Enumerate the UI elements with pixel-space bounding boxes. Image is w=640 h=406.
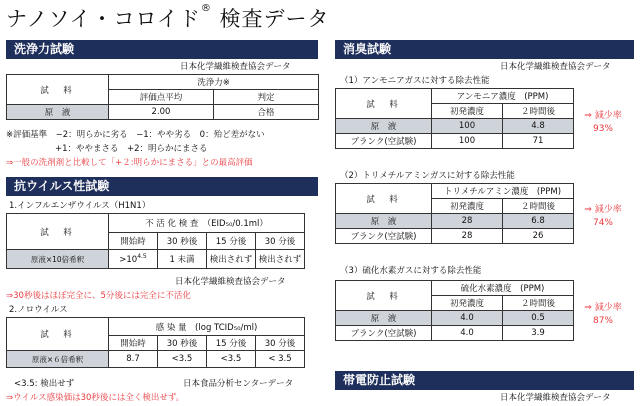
d2-col-initial: 初発濃度 xyxy=(432,199,503,214)
wash-note-2: +1：ややまさる +2：明らかにまさる xyxy=(55,144,208,154)
d1-col-initial: 初発濃度 xyxy=(432,104,503,119)
d1-row-1-initial: 100 xyxy=(432,119,503,134)
virus-source-1: 日本化学繊維検査協会データ xyxy=(175,277,286,287)
influenza-table xyxy=(6,213,305,269)
d2-row-1-after: 6.8 xyxy=(503,214,574,229)
d3-row-2-after: 3.9 xyxy=(503,326,574,341)
t1-val-30s: 1 未満 xyxy=(158,250,207,269)
d3-row-2-initial: 4.0 xyxy=(432,326,503,341)
wash-source: 日本化学繊維検査協会データ xyxy=(180,62,291,72)
d1-row-2-initial: 100 xyxy=(432,134,503,149)
wash-row-judge: 合格 xyxy=(214,105,319,120)
d1-row-1-label: 原 液 xyxy=(336,119,432,134)
deodor-test-heading: 消臭試験 xyxy=(335,40,634,59)
antistatic-heading: 帯電防止試験 xyxy=(335,371,634,390)
virus-red-2: ⇒ウイルス感染価は30秒後には全く検出せず。 xyxy=(6,393,185,403)
t2-col-30m: 30 分後 xyxy=(256,336,305,351)
d3-col-after: ２時間後 xyxy=(503,296,574,311)
t1-col-30m: 30 分後 xyxy=(256,233,305,250)
wash-note-1: ※評価基準 −2：明らかに劣る −1：やや劣る 0：殆ど差がない xyxy=(6,130,265,140)
wash-col-group: 洗浄力※ xyxy=(109,75,319,90)
d1-col-sample: 試 料 xyxy=(336,89,432,119)
d2-row-2-after: 26 xyxy=(503,229,574,244)
deodor-reduction-3: ⇒ 減少率 87% xyxy=(584,303,622,326)
wash-table xyxy=(6,74,319,120)
d2-col-after: ２時間後 xyxy=(503,199,574,214)
d2-col-sample: 試 料 xyxy=(336,184,432,214)
t1-col-sample: 試 料 xyxy=(7,214,109,250)
deodor-test-3-title: （3）硫化水素ガスに対する除去性能 xyxy=(340,266,482,276)
d1-row-2-after: 71 xyxy=(503,134,574,149)
d1-row-2-label: ブランク(空試験) xyxy=(336,134,432,149)
wash-row-avg: 2.00 xyxy=(109,105,214,120)
t1-col-30s: 30 秒後 xyxy=(158,233,207,250)
virus-red-1: ⇒30秒後はほぼ完全に、5分後には完全に不活化 xyxy=(6,291,191,301)
t1-val-start: $>10^{4.5}$ xyxy=(109,250,158,269)
wash-highlight: ⇒一般の洗剤剤と比較して「+２:明らかにまさる」との最高評価 xyxy=(6,158,253,168)
wash-row-label: 原 液 xyxy=(7,105,109,120)
d3-row-2-label: ブランク(空試験) xyxy=(336,326,432,341)
deodor-test-1-title: （1）アンモニアガスに対する除去性能 xyxy=(340,76,490,86)
arrow-icon: ⇒ xyxy=(584,111,592,121)
d2-row-1-label: 原 液 xyxy=(336,214,432,229)
t1-col-group: 不 活 化 検 査 （EID₅₀/0.1ml） xyxy=(109,214,305,233)
t1-col-15m: 15 分後 xyxy=(207,233,256,250)
virus-note: <3.5: 検出せず xyxy=(14,379,75,389)
arrow-icon: ⇒ xyxy=(584,205,592,215)
d3-col-sample: 試 料 xyxy=(336,281,432,311)
d2-row-1-initial: 28 xyxy=(432,214,503,229)
d3-row-1-label: 原 液 xyxy=(336,311,432,326)
t2-col-start: 開始時 xyxy=(109,336,158,351)
antistatic-source: 日本化学繊維検査協会データ xyxy=(500,393,611,403)
arrow-icon: ⇒ xyxy=(584,303,592,313)
page-title: ナノソイ・コロイド® 検査データ xyxy=(6,3,330,31)
wash-col-judge: 判定 xyxy=(214,90,319,105)
wash-test-heading: 洗浄力試験 xyxy=(6,40,318,59)
d1-row-1-after: 4.8 xyxy=(503,119,574,134)
d2-col-group: トリメチルアミン濃度 (PPM) xyxy=(432,184,574,199)
d1-col-after: ２時間後 xyxy=(503,104,574,119)
t2-val-15m: <3.5 xyxy=(207,351,256,368)
t2-col-15m: 15 分後 xyxy=(207,336,256,351)
t2-val-start: 8.7 xyxy=(109,351,158,368)
d2-row-2-initial: 28 xyxy=(432,229,503,244)
deodor-reduction-2: ⇒ 減少率 74% xyxy=(584,205,622,228)
d3-row-1-initial: 4.0 xyxy=(432,311,503,326)
deodor-table-1 xyxy=(335,88,574,149)
d3-col-group: 硫化水素濃度 (PPM) xyxy=(432,281,574,296)
t1-row-label: 原液×10倍希釈 xyxy=(7,250,109,269)
t2-col-30s: 30 秒後 xyxy=(158,336,207,351)
deodor-source: 日本化学繊維検査協会データ xyxy=(500,62,611,72)
t1-val-30m: 検出されず xyxy=(256,250,305,269)
deodor-table-3 xyxy=(335,280,574,341)
d3-row-1-after: 0.5 xyxy=(503,311,574,326)
virus-test-heading: 抗ウイルス性試験 xyxy=(6,177,318,196)
virus-source-2: 日本食品分析センターデータ xyxy=(183,379,294,389)
wash-col-sample: 試 料 xyxy=(7,75,109,105)
virus-sub-1: 1.インフルエンザウイルス（H1N1） xyxy=(9,201,151,211)
virus-sub-2: 2.ノロウイルス xyxy=(9,305,68,315)
t2-val-30s: <3.5 xyxy=(158,351,207,368)
d2-row-2-label: ブランク(空試験) xyxy=(336,229,432,244)
t2-row-label: 原液×６倍希釈 xyxy=(7,351,109,368)
deodor-reduction-1: ⇒ 減少率 93% xyxy=(584,111,622,134)
deodor-test-2-title: （2）トリメチルアミンガスに対する除去性能 xyxy=(340,171,515,181)
deodor-table-2 xyxy=(335,183,574,244)
t2-col-sample: 試 料 xyxy=(7,318,109,351)
norovirus-table xyxy=(6,317,305,368)
t2-col-group: 感 染 量 (log TCID₅₀/ml) xyxy=(109,318,305,336)
t1-col-start: 開始時 xyxy=(109,233,158,250)
d3-col-initial: 初発濃度 xyxy=(432,296,503,311)
d1-col-group: アンモニア濃度 (PPM) xyxy=(432,89,574,104)
t2-val-30m: < 3.5 xyxy=(256,351,305,368)
t1-val-15m: 検出されず xyxy=(207,250,256,269)
wash-col-avg: 評価点平均 xyxy=(109,90,214,105)
